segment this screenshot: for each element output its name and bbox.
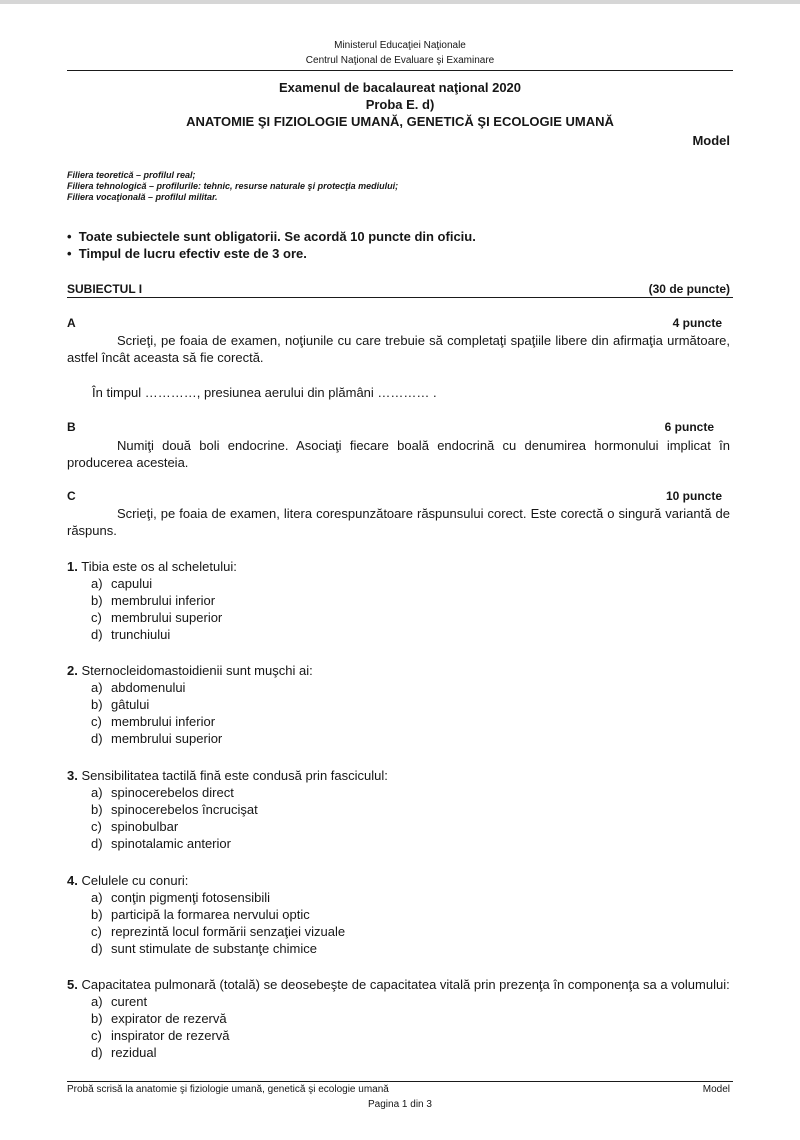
question-1-option-d: d) trunchiului xyxy=(91,627,171,642)
filiera-2: Filiera tehnologică – profilurile: tehnic, resurse naturale şi protecţia mediului; xyxy=(67,181,399,191)
question-5-stem: Capacitatea pulmonară (totală) se deosebeşte de capacitatea vitală prin prezenţa în componenţa sa a volumului: xyxy=(81,977,730,992)
filiera-3: Filiera vocaţională – profilul militar. xyxy=(67,192,218,202)
rule-1-text: Toate subiectele sunt obligatorii. Se acordă 10 puncte din oficiu. xyxy=(78,229,476,244)
question-2-option-b: b) gâtului xyxy=(91,697,150,712)
section-a-points: 4 puncte xyxy=(672,316,722,330)
section-b-points: 6 puncte xyxy=(664,420,714,434)
section-b-text xyxy=(67,437,730,471)
question-3-number: 3. xyxy=(67,768,78,783)
question-4-option-c: c) reprezintă locul formării senzaţiei vizuale xyxy=(91,924,346,939)
header-ministry: Ministerul Educaţiei Naţionale xyxy=(334,40,466,51)
header-center: Centrul Naţional de Evaluare şi Examinare xyxy=(305,55,495,66)
section-c-points: 10 puncte xyxy=(665,489,722,503)
section-c-text-content: Scrieţi, pe foaia de examen, litera corespunzătoare răspunsului corect. Este corectă o singură variantă de răspuns. xyxy=(67,506,730,538)
footer-page-number: Pagina 1 din 3 xyxy=(368,1099,432,1110)
rule-1: • Toate subiectele sunt obligatorii. Se acordă 10 puncte din oficiu. xyxy=(67,229,476,244)
rule-2: • Timpul de lucru efectiv este de 3 ore. xyxy=(67,246,307,261)
question-4-option-d: d) sunt stimulate de substanţe chimice xyxy=(91,941,317,956)
question-1-stem: Tibia este os al scheletului: xyxy=(81,559,237,574)
question-3-option-b: b) spinocerebelos încrucişat xyxy=(91,802,258,817)
question-4-option-b: b) participă la formarea nervului optic xyxy=(91,907,310,922)
question-3-option-c: c) spinobulbar xyxy=(91,819,179,834)
section-a-text-content: Scrieţi, pe foaia de examen, noţiunile cu care trebuie să completaţi spaţiile libere din afirmaţia următoare, astfel încât aceasta să fie corectă. xyxy=(67,333,730,365)
exam-proba: Proba E. d) xyxy=(365,97,435,112)
section-c-text xyxy=(67,505,730,539)
section-a-letter: A xyxy=(67,316,76,330)
question-5 xyxy=(67,976,730,1061)
question-3-option-d: d) spinotalamic anterior xyxy=(91,836,231,851)
subiect-rule xyxy=(67,297,733,298)
section-b-text-content: Numiţi două boli endocrine. Asociaţi fiecare boală endocrină cu denumirea hormonului implicat în producerea acesteia. xyxy=(67,438,730,470)
rule-2-text: Timpul de lucru efectiv este de 3 ore. xyxy=(78,246,307,261)
subiect-label: SUBIECTUL I xyxy=(67,282,143,296)
question-5-option-c: c) inspirator de rezervă xyxy=(91,1028,230,1043)
question-5-option-a: a) curent xyxy=(91,994,148,1009)
question-1-option-c: c) membrului superior xyxy=(91,610,223,625)
question-4-stem: Celulele cu conuri: xyxy=(81,873,189,888)
question-3-option-a: a) spinocerebelos direct xyxy=(91,785,234,800)
question-1-number: 1. xyxy=(67,559,78,574)
question-1-option-a: a) capului xyxy=(91,576,153,591)
question-2-option-a: a) abdomenului xyxy=(91,680,186,695)
exam-subject: ANATOMIE ŞI FIZIOLOGIE UMANĂ, GENETICĂ ŞI ECOLOGIE UMANĂ xyxy=(186,114,614,129)
section-b-letter: B xyxy=(67,420,76,434)
question-5-option-b: b) expirator de rezervă xyxy=(91,1011,227,1026)
question-2-stem: Sternocleidomastoidienii sunt muşchi ai: xyxy=(81,663,313,678)
footer-left: Probă scrisă la anatomie şi fiziologie umană, genetică şi ecologie umană xyxy=(67,1084,389,1095)
question-2-number: 2. xyxy=(67,663,78,678)
exam-variant: Model xyxy=(692,133,730,148)
question-4-option-a: a) conţin pigmenţi fotosensibili xyxy=(91,890,270,905)
question-1-option-b: b) membrului inferior xyxy=(91,593,216,608)
filiera-1: Filiera teoretică – profilul real; xyxy=(67,170,196,180)
subiect-points: (30 de puncte) xyxy=(648,282,730,296)
question-2-option-d: d) membrului superior xyxy=(91,731,223,746)
question-2 xyxy=(67,662,730,747)
question-5-option-d: d) rezidual xyxy=(91,1045,157,1060)
exam-title: Examenul de bacalaureat naţional 2020 xyxy=(278,80,522,95)
top-border xyxy=(0,0,800,4)
question-5-number: 5. xyxy=(67,977,78,992)
question-3 xyxy=(67,767,730,852)
question-3-stem: Sensibilitatea tactilă fină este condusă prin fasciculul: xyxy=(81,768,388,783)
question-2-option-c: c) membrului inferior xyxy=(91,714,216,729)
section-a-text xyxy=(67,332,730,366)
section-a-statement: În timpul …………, presiunea aerului din plămâni ………… . xyxy=(92,385,437,400)
footer-right: Model xyxy=(702,1084,730,1095)
question-4 xyxy=(67,872,730,957)
footer-rule xyxy=(67,1081,733,1082)
header-rule xyxy=(67,70,733,71)
section-c-letter: C xyxy=(67,489,76,503)
question-1 xyxy=(67,558,730,643)
question-4-number: 4. xyxy=(67,873,78,888)
